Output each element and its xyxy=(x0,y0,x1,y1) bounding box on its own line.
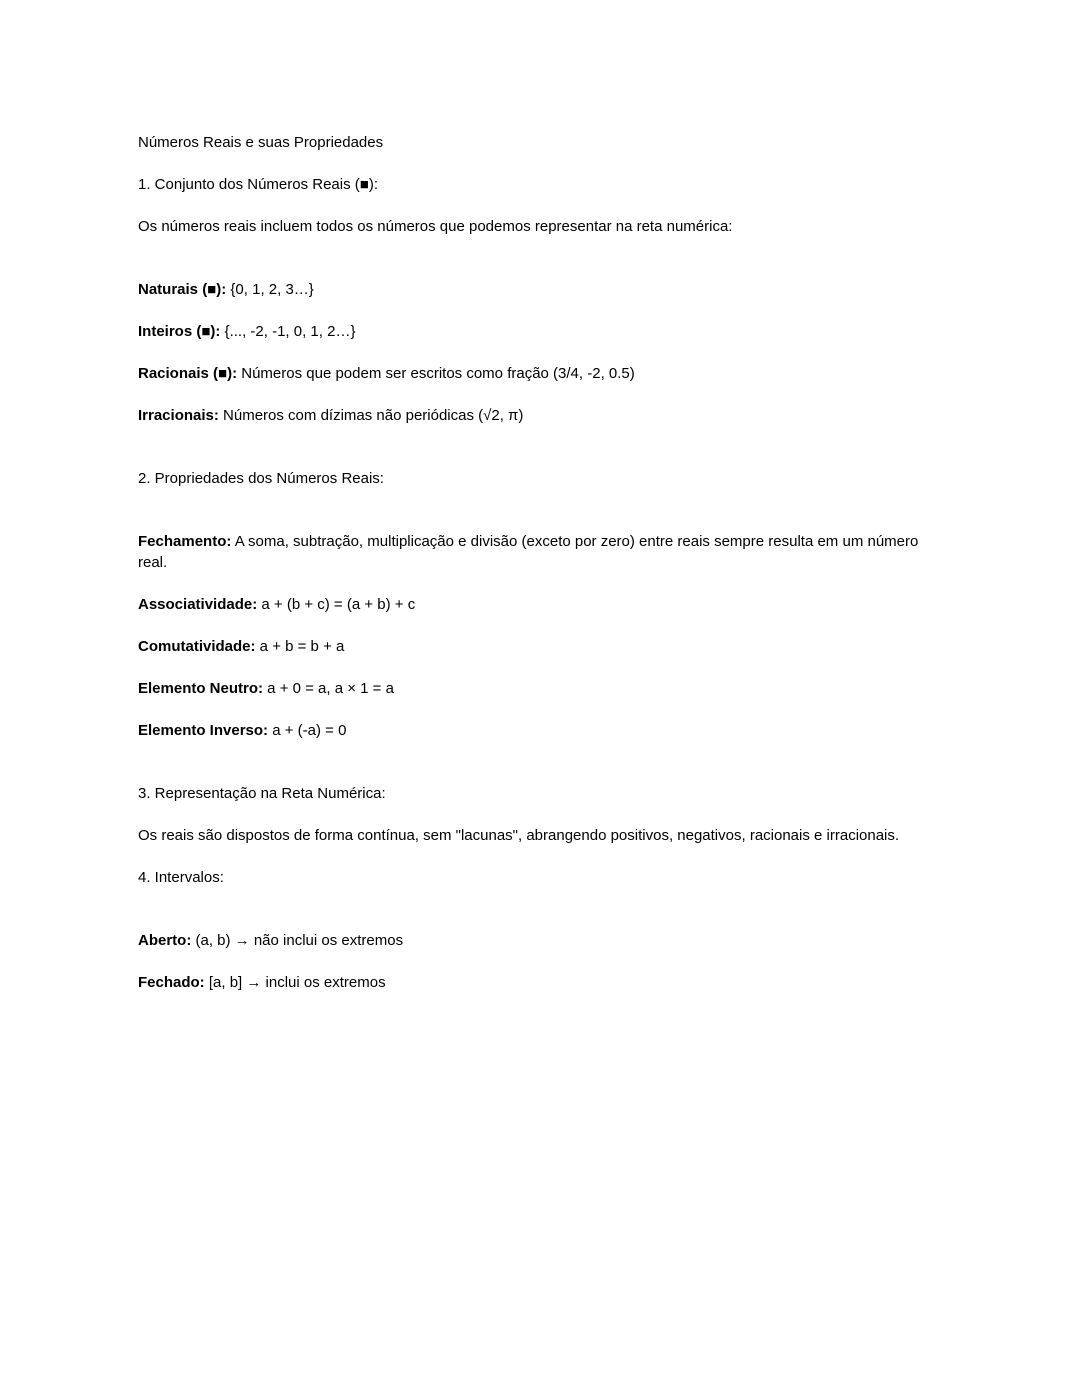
term-elemento-inverso: Elemento Inverso: xyxy=(138,722,269,739)
definition-comutatividade: a + b = b + a xyxy=(255,638,345,655)
heading-representacao-text: 3. Representação na Reta Numérica: xyxy=(138,785,386,802)
heading-intervalos-text: 4. Intervalos: xyxy=(138,869,224,886)
paragraph-intro xyxy=(138,216,938,237)
definition-fechado: [a, b] → inclui os extremos xyxy=(204,974,386,991)
definition-racionais: Números que podem ser escritos como fração (3/4, -2, 0.5) xyxy=(237,365,635,382)
definition-fechamento: A soma, subtração, multiplicação e divisão (exceto por zero) entre reais sempre resulta em um número real. xyxy=(138,533,919,571)
definition-aberto: (a, b) → não inclui os extremos xyxy=(191,932,404,949)
paragraph-naturais xyxy=(138,279,938,300)
term-aberto: Aberto: xyxy=(138,932,192,949)
heading-conjunto-text: 1. Conjunto dos Números Reais (■): xyxy=(138,176,378,193)
paragraph-racionais xyxy=(138,363,938,384)
document-title-text: Números Reais e suas Propriedades xyxy=(138,134,384,151)
heading-representacao xyxy=(138,783,938,804)
definition-elemento-neutro: a + 0 = a, a × 1 = a xyxy=(263,680,394,697)
paragraph-elemento-inverso xyxy=(138,720,938,741)
paragraph-irracionais xyxy=(138,405,938,426)
heading-propriedades xyxy=(138,468,938,489)
term-comutatividade: Comutatividade: xyxy=(138,638,256,655)
paragraph-reta-numerica-text: Os reais são dispostos de forma contínua, sem "lacunas", abrangendo positivos, negativos, racionais e irracionais. xyxy=(138,827,900,844)
term-naturais: Naturais (■): xyxy=(138,281,227,298)
paragraph-intro-text: Os números reais incluem todos os números que podemos representar na reta numérica: xyxy=(138,218,733,235)
paragraph-comutatividade xyxy=(138,636,938,657)
paragraph-elemento-neutro xyxy=(138,678,938,699)
term-fechado: Fechado: xyxy=(138,974,205,991)
definition-naturais: {0, 1, 2, 3…} xyxy=(226,281,314,298)
definition-irracionais: Números com dízimas não periódicas (√2, π) xyxy=(218,407,524,424)
paragraph-aberto xyxy=(138,930,938,951)
term-fechamento: Fechamento: xyxy=(138,533,232,550)
paragraph-associatividade xyxy=(138,594,938,615)
term-elemento-neutro: Elemento Neutro: xyxy=(138,680,264,697)
definition-elemento-inverso: a + (-a) = 0 xyxy=(268,722,347,739)
term-associatividade: Associatividade: xyxy=(138,596,258,613)
heading-propriedades-text: 2. Propriedades dos Números Reais: xyxy=(138,470,384,487)
heading-intervalos xyxy=(138,867,938,888)
term-irracionais: Irracionais: xyxy=(138,407,219,424)
heading-conjunto xyxy=(138,174,938,195)
paragraph-inteiros xyxy=(138,321,938,342)
definition-associatividade: a + (b + c) = (a + b) + c xyxy=(257,596,416,613)
term-inteiros: Inteiros (■): xyxy=(138,323,221,340)
document-content xyxy=(138,132,938,993)
paragraph-reta-numerica xyxy=(138,825,938,846)
paragraph-fechamento xyxy=(138,531,938,573)
definition-inteiros: {..., -2, -1, 0, 1, 2…} xyxy=(220,323,356,340)
paragraph-fechado xyxy=(138,972,938,993)
document-title xyxy=(138,132,938,153)
term-racionais: Racionais (■): xyxy=(138,365,238,382)
